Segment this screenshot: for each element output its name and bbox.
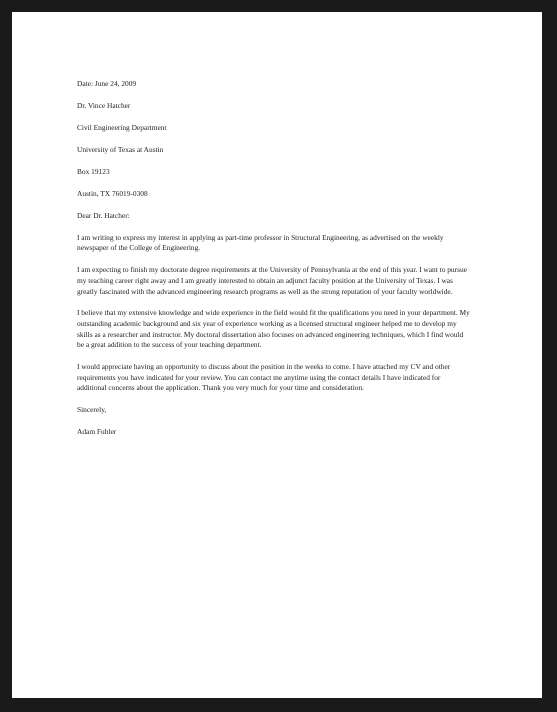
paragraph-line: additional concerns about the application. Thank you very much for your time and consideration. bbox=[77, 383, 364, 393]
salutation: Dear Dr. Hatcher: bbox=[77, 210, 130, 220]
paragraph-line: greatly fascinated with the advanced engineering research programs as well as the strong reputation of your faculty worldwide. bbox=[77, 286, 453, 296]
signature-name: Adam Fuhler bbox=[77, 427, 117, 437]
closing: Sincerely, bbox=[77, 405, 107, 415]
paragraph-line: be a great addition to the success of your teaching department. bbox=[77, 340, 262, 350]
paragraph-line: I am writing to express my interest in applying as part-time professor in Structural Engineering, as advertised on the weekly bbox=[77, 232, 444, 242]
paragraph-line: my teaching career right away and I am greatly interested to obtain an adjunct faculty position at the University of Texas. I was bbox=[77, 275, 453, 285]
recipient-name: Dr. Vince Hatcher bbox=[77, 100, 131, 110]
cover-letter bbox=[77, 79, 495, 438]
paragraph-line: requirements you have indicated for your review. You can contact me anytime using the contact details I have indicated for bbox=[77, 372, 441, 382]
letter-page bbox=[12, 12, 542, 698]
recipient-university: University of Texas at Austin bbox=[77, 144, 164, 154]
paragraph-line: outstanding academic background and six year of experience working as a licensed structural engineer helped me to develop my bbox=[77, 319, 457, 329]
body-paragraph-3 bbox=[77, 308, 495, 350]
recipient-department: Civil Engineering Department bbox=[77, 122, 167, 132]
body-paragraph-1 bbox=[77, 233, 495, 254]
recipient-box: Box 19123 bbox=[77, 166, 110, 176]
recipient-city: Austin, TX 76019-0308 bbox=[77, 188, 148, 198]
body-paragraph-4 bbox=[77, 362, 495, 394]
paragraph-line: skills as a researcher and instructor. My doctoral dissertation also focuses on advanced engineering techniques, which I find would bbox=[77, 329, 464, 339]
paragraph-line: I would appreciate having an opportunity to discuss about the position in the weeks to come. I have attached my CV and other bbox=[77, 362, 451, 372]
letter-date: Date: June 24, 2009 bbox=[77, 79, 137, 88]
paragraph-line: newspaper of the College of Engineering. bbox=[77, 243, 201, 253]
paragraph-line: I am expecting to finish my doctorate degree requirements at the University of Pennsylvania at the end of this year. I want to pursue bbox=[77, 265, 467, 275]
paragraph-line: I believe that my extensive knowledge and wide experience in the field would fit the qualifications you need in your department. My bbox=[77, 308, 470, 318]
body-paragraph-2 bbox=[77, 265, 495, 297]
